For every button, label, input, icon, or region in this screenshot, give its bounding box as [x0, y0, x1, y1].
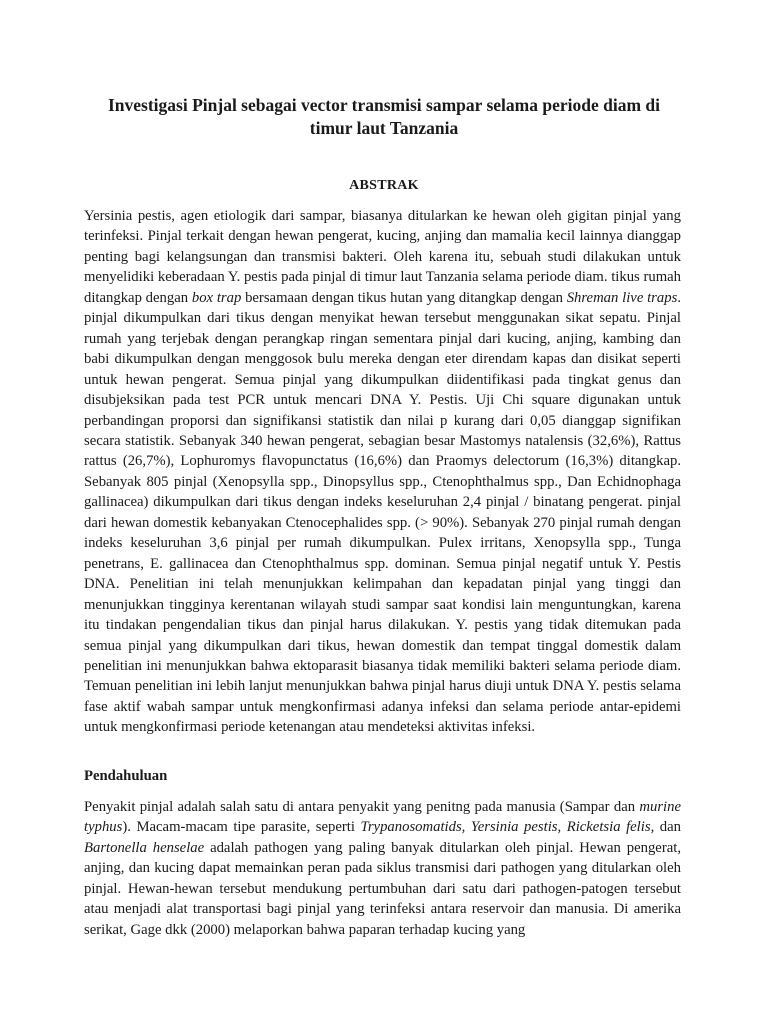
abstract-text-segment-italic: box trap [191, 289, 242, 306]
intro-text-segment: ). Macam-macam tipe parasite, seperti [122, 819, 361, 836]
abstract-paragraph [84, 206, 681, 738]
intro-text-segment: dan [654, 819, 681, 836]
intro-text-segment: Penyakit pinjal adalah salah satu di antara penyakit yang penitng pada manusia (Sampar dan [84, 799, 640, 815]
introduction-paragraph [84, 797, 681, 940]
abstract-heading: ABSTRAK [349, 178, 419, 193]
abstract-text-segment: bersamaan dengan tikus hutan yang ditangkap dengan [241, 289, 567, 306]
section-heading-introduction: Pendahuluan [84, 768, 168, 784]
intro-text-segment-italic: Bartonella henselae [84, 839, 205, 856]
intro-text-segment-italic: Trypanosomatids, Yersinia pestis, Ricketsia felis, [360, 819, 655, 836]
intro-text-segment: adalah pathogen yang paling banyak ditularkan oleh pinjal. Hewan pengerat, anjing, dan kucing dapat memainkan peran pada siklus transmisi dari pathogen yang ditularkan oleh pinjal. Hewan-hewan tersebut mendukung pertumbuhan dari satu dari pathogen-patogen tersebut atau menjadi alat transportasi bagi pinjal yang terinfeksi antara reservoir dan manusia. Di amerika serikat, Gage dkk (2000) melaporkan bahwa paparan terhadap kucing yang [84, 839, 681, 938]
paper-title: Investigasi Pinjal sebagai vector transmisi sampar selama periode diam di timur laut Tanzania [107, 95, 661, 138]
abstract-text-segment: . pinjal dikumpulkan dari tikus dengan menyikat hewan tersebut menggunakan sikat sepatu. Pinjal rumah yang terjebak dengan perangkap ringan sementara pinjal dari kucing, anjing, kambing dan babi dikumpulkan dengan menggosok bulu mereka dengan eter direndam kapas dan disikat seperti untuk hewan pengerat. Semua pinjal yang dikumpulkan diidentifikasi pada tingkat genus dan disubjeksikan pada test PCR untuk mencari DNA Y. Pestis. Uji Chi square digunakan untuk perbandingan proporsi dan signifikansi statistik dan nilai p kurang dari 0,05 dianggap signifikan secara statistik. Sebanyak 340 hewan pengerat, sebagian besar Mastomys natalensis (32,6%), Rattus rattus (26,7%), Lophuromys flavopunctatus (16,6%) dan Praomys delectorum (16,3%) ditangkap. Sebanyak 805 pinjal (Xenopsylla spp., Dinopsyllus spp., Ctenophthalmus spp., Dan Echidnophaga gallinacea) dikumpulkan dari tikus dengan indeks keseluruhan 2,4 pinjal / binatang pengerat. pinjal dari hewan domestik kebanyakan Ctenocephalides spp. (> 90%). Sebanyak 270 pinjal rumah dengan indeks keseluruhan 3,6 pinjal per rumah dikumpulkan. Pulex irritans, Xenopsylla spp., Tunga penetrans, E. gallinacea dan Ctenophthalmus spp. dominan. Semua pinjal negatif untuk Y. Pestis DNA. Penelitian ini telah menunjukkan kelimpahan dan kepadatan pinjal yang tinggi dan menunjukkan tingginya kerentanan wilayah studi sampar saat kondisi lain menguntungkan, karena itu tindakan pengendalian tikus dan pinjal harus dilakukan. Y. pestis yang tidak ditemukan pada semua pinjal yang dikumpulkan dari tikus, hewan domestik dan tempat tinggal domestik dalam penelitian ini menunjukkan bahwa ektoparasit biasanya tidak memiliki bakteri selama periode diam. Temuan penelitian ini lebih lanjut menunjukkan bahwa pinjal harus diuji untuk DNA Y. pestis selama fase aktif wabah sampar untuk mengkonfirmasi adanya infeksi dan selama periode antar-epidemi untuk mengkonfirmasi periode ketenangan atau mendeteksi aktivitas infeksi. [84, 289, 681, 736]
abstract-text-segment-italic: Shreman live traps [566, 289, 678, 306]
intro-text-segment-italic: murine typhus [84, 799, 681, 836]
abstract-text-segment: Yersinia pestis, agen etiologik dari sampar, biasanya ditularkan ke hewan oleh gigitan pinjal yang terinfeksi. Pinjal terkait dengan hewan pengerat, kucing, anjing dan mamalia kecil lainnya dianggap penting bagi kelangsungan dan transmisi bakteri. Oleh karena itu, sebuah studi dilakukan untuk menyelidiki keberadaan Y. pestis pada pinjal di timur laut Tanzania selama periode diam. tikus rumah ditangkap dengan [84, 208, 681, 306]
